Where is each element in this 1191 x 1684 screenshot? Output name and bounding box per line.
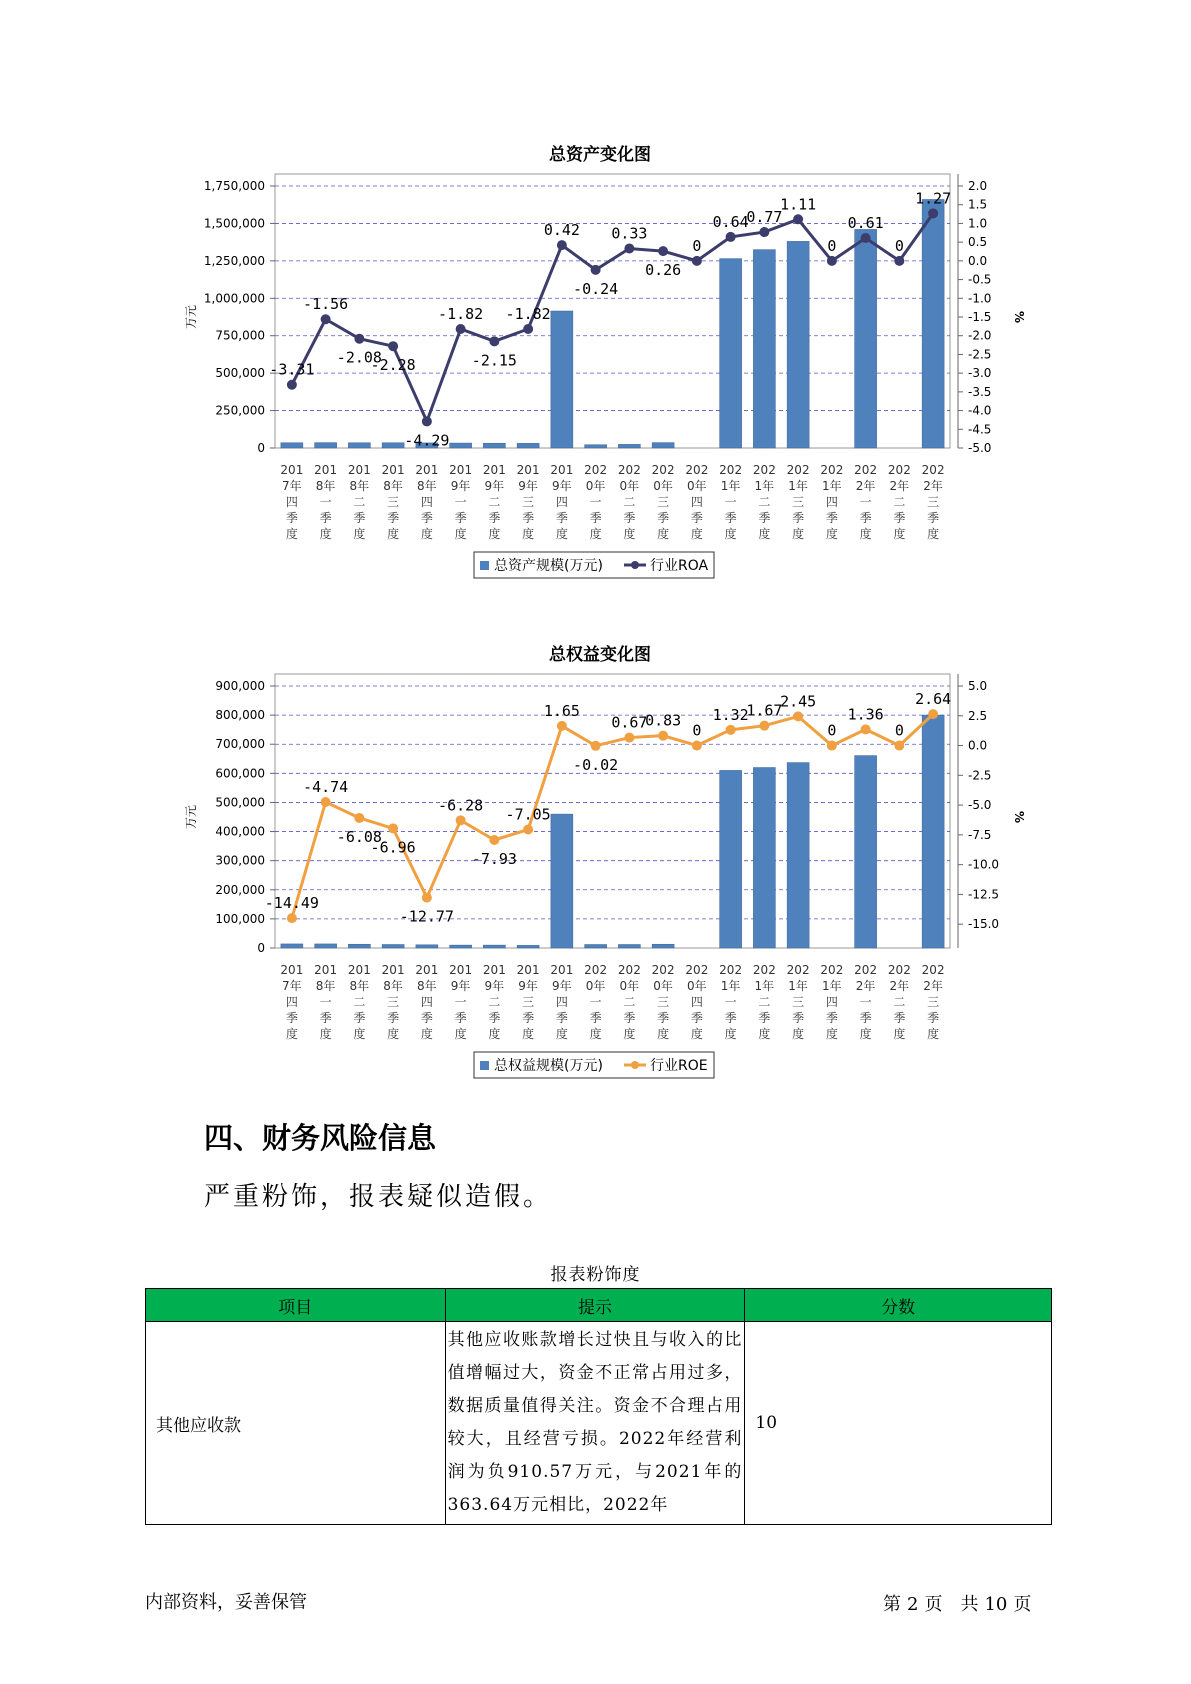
section-summary: 严重粉饰，报表疑似造假。 xyxy=(204,1182,553,1212)
assets-bar xyxy=(483,443,505,448)
assets-data-label: 0.64 xyxy=(712,212,749,231)
equity-category-label: 201 8年二季度 xyxy=(347,963,371,1041)
equity-category-label: 202 0年三季度 xyxy=(651,963,675,1041)
page-suffix: 页 xyxy=(1013,1594,1032,1615)
assets-category-label: 202 0年四季度 xyxy=(685,463,709,541)
equity-category-label: 202 0年四季度 xyxy=(685,963,709,1041)
assets-data-label: -2.08 xyxy=(336,348,382,367)
equity-category-label: 201 9年三季度 xyxy=(516,963,540,1041)
assets-category-label: 201 8年一季度 xyxy=(314,463,338,541)
assets-data-label: -4.29 xyxy=(404,431,450,450)
equity-data-label: -7.05 xyxy=(505,805,551,824)
row-score: 10 xyxy=(745,1322,1052,1525)
equity-line-point xyxy=(489,835,499,845)
equity-right-tick-label: -10.0 xyxy=(968,857,1000,872)
assets-line-point xyxy=(827,256,837,266)
equity-bar xyxy=(720,770,742,948)
equity-category-label: 201 9年一季度 xyxy=(449,963,473,1041)
assets-line-point xyxy=(928,208,938,218)
total-equity-chart-svg xyxy=(0,630,1191,1090)
assets-category-label: 201 8年二季度 xyxy=(347,463,371,541)
equity-bar xyxy=(281,944,303,948)
equity-line-point xyxy=(287,913,297,923)
equity-right-tick-label: -5.0 xyxy=(968,798,992,813)
equity-category-label: 202 1年三季度 xyxy=(786,963,810,1041)
equity-left-tick-label: 200,000 xyxy=(215,882,265,897)
equity-bar xyxy=(450,945,472,948)
equity-bar xyxy=(922,715,944,948)
equity-bar xyxy=(753,768,775,948)
assets-right-tick-label: 0.5 xyxy=(968,235,988,250)
assets-data-label: 0.77 xyxy=(746,208,783,227)
equity-line-point xyxy=(928,709,938,719)
assets-data-label: 0.26 xyxy=(645,261,682,280)
equity-left-tick-label: 0 xyxy=(257,941,265,955)
risk-table xyxy=(145,1288,1052,1525)
equity-data-label: 0 xyxy=(827,721,837,740)
assets-category-label: 202 0年三季度 xyxy=(651,463,675,541)
assets-right-axis-label: % xyxy=(1012,310,1026,324)
equity-category-label: 201 7年四季度 xyxy=(280,963,304,1041)
assets-data-label: -2.28 xyxy=(370,356,416,375)
assets-bar xyxy=(281,443,303,448)
assets-data-label: 0 xyxy=(692,236,702,255)
assets-category-label: 202 2年一季度 xyxy=(854,463,878,541)
equity-category-label: 202 1年四季度 xyxy=(820,963,844,1041)
equity-left-tick-label: 100,000 xyxy=(215,911,265,926)
assets-bar xyxy=(551,311,573,448)
equity-left-tick-label: 500,000 xyxy=(215,795,265,810)
equity-data-label: -14.49 xyxy=(264,894,319,913)
assets-category-label: 202 1年三季度 xyxy=(786,463,810,541)
assets-bar xyxy=(517,443,539,448)
equity-data-label: -4.74 xyxy=(303,777,349,796)
equity-right-tick-label: -2.5 xyxy=(968,768,992,783)
assets-data-label: 0.61 xyxy=(847,214,884,233)
assets-chart-title: 总资产变化图 xyxy=(549,145,651,165)
assets-data-label: -3.31 xyxy=(269,360,315,379)
footer-confidential: 内部资料，妥善保管 xyxy=(145,1592,307,1613)
assets-left-tick-label: 1,250,000 xyxy=(203,253,265,268)
equity-right-tick-label: -15.0 xyxy=(968,917,1000,932)
equity-bar xyxy=(585,945,607,948)
assets-line-point xyxy=(287,380,297,390)
assets-category-label: 202 1年二季度 xyxy=(752,463,776,541)
equity-bar xyxy=(551,814,573,948)
equity-data-label: 0.67 xyxy=(611,713,648,732)
equity-data-label: 2.45 xyxy=(780,692,817,711)
equity-category-label: 202 1年一季度 xyxy=(719,963,743,1041)
assets-right-tick-label: -1.0 xyxy=(968,291,992,306)
equity-data-label: 1.32 xyxy=(712,705,749,724)
equity-line-point xyxy=(759,721,769,731)
assets-data-label: -1.56 xyxy=(303,295,349,314)
equity-bar xyxy=(787,763,809,948)
assets-category-label: 201 8年四季度 xyxy=(415,463,439,541)
assets-line-point xyxy=(422,416,432,426)
equity-right-tick-label: 0.0 xyxy=(968,738,988,753)
equity-bar xyxy=(483,945,505,948)
assets-right-tick-label: -0.5 xyxy=(968,272,992,287)
assets-category-label: 202 1年四季度 xyxy=(820,463,844,541)
equity-data-label: -7.93 xyxy=(471,849,517,868)
equity-data-label: -6.08 xyxy=(336,827,382,846)
assets-bar xyxy=(315,443,337,448)
equity-left-tick-label: 900,000 xyxy=(215,679,265,693)
equity-left-tick-label: 300,000 xyxy=(215,853,265,868)
equity-bar xyxy=(416,945,438,948)
equity-line-point xyxy=(827,741,837,751)
equity-right-tick-label: -12.5 xyxy=(968,887,1000,902)
assets-right-tick-label: -3.0 xyxy=(968,366,992,381)
row-hint: 其他应收账款增长过快且与收入的比值增幅过大，资金不正常占用过多，数据质量值得关注。资金不合理占用较大，且经营亏损。2022年经营利润为负910.57万元，与2021年的363.64万元相比，2022年 xyxy=(445,1322,745,1525)
assets-legend-line-dot xyxy=(631,561,639,569)
assets-data-label: -1.82 xyxy=(438,304,484,323)
equity-data-label: 0 xyxy=(692,721,702,740)
assets-bar xyxy=(753,250,775,448)
equity-line-point xyxy=(861,724,871,734)
equity-category-label: 201 9年四季度 xyxy=(550,963,574,1041)
assets-right-tick-label: 2.0 xyxy=(968,179,988,193)
equity-category-label: 201 8年四季度 xyxy=(415,963,439,1041)
equity-right-axis-label: % xyxy=(1012,810,1026,824)
equity-bar xyxy=(618,945,640,948)
assets-line-point xyxy=(354,334,364,344)
equity-line-point xyxy=(321,797,331,807)
assets-line-point xyxy=(557,240,567,250)
equity-data-label: -12.77 xyxy=(399,907,454,926)
equity-legend-bar-label: 总权益规模(万元) xyxy=(494,1058,603,1074)
equity-left-tick-label: 700,000 xyxy=(215,737,265,752)
equity-bar xyxy=(652,944,674,948)
equity-line-point xyxy=(658,731,668,741)
page-mid: 页 共 xyxy=(924,1594,979,1615)
equity-category-label: 201 8年三季度 xyxy=(381,963,405,1041)
header-score: 分数 xyxy=(745,1289,1052,1322)
page-number xyxy=(883,1590,1037,1616)
assets-bar xyxy=(348,443,370,448)
assets-bar xyxy=(787,241,809,448)
equity-line-point xyxy=(793,711,803,721)
assets-right-tick-label: -5.0 xyxy=(968,441,992,455)
total-assets-chart-svg xyxy=(0,130,1191,590)
equity-data-label: -0.02 xyxy=(573,755,619,774)
assets-line-point xyxy=(388,341,398,351)
equity-line-point xyxy=(557,721,567,731)
assets-bar xyxy=(450,443,472,448)
equity-category-label: 202 2年三季度 xyxy=(921,963,945,1041)
assets-legend-line-label: 行业ROA xyxy=(650,558,709,574)
assets-left-tick-label: 500,000 xyxy=(215,366,265,381)
assets-data-label: -2.15 xyxy=(471,351,517,370)
equity-line-point xyxy=(591,741,601,751)
equity-line xyxy=(292,711,933,918)
equity-line-point xyxy=(726,725,736,735)
equity-chart-title: 总权益变化图 xyxy=(549,645,651,665)
equity-line-point xyxy=(523,825,533,835)
equity-bar xyxy=(348,944,370,948)
assets-legend-bar-label: 总资产规模(万元) xyxy=(494,558,603,574)
equity-left-tick-label: 800,000 xyxy=(215,708,265,723)
table-row xyxy=(146,1322,1052,1525)
assets-data-label: 0 xyxy=(894,236,904,255)
equity-legend-bar-swatch xyxy=(480,1061,489,1070)
assets-bar xyxy=(652,443,674,448)
equity-legend-line-label: 行业ROE xyxy=(650,1058,708,1074)
total-equity-chart xyxy=(0,630,1191,1090)
assets-left-tick-label: 1,500,000 xyxy=(203,216,265,231)
equity-line-point xyxy=(354,813,364,823)
assets-data-label: 0 xyxy=(827,236,837,255)
assets-category-label: 201 9年一季度 xyxy=(449,463,473,541)
header-hint: 提示 xyxy=(445,1289,745,1322)
equity-data-label: 2.64 xyxy=(915,690,952,709)
assets-line-point xyxy=(456,324,466,334)
equity-category-label: 202 0年一季度 xyxy=(584,963,608,1041)
assets-line-point xyxy=(861,233,871,243)
equity-right-tick-label: -7.5 xyxy=(968,827,992,842)
assets-bar xyxy=(618,444,640,448)
equity-data-label: -6.96 xyxy=(370,838,416,857)
assets-left-tick-label: 1,750,000 xyxy=(203,179,265,193)
assets-category-label: 201 9年四季度 xyxy=(550,463,574,541)
assets-category-label: 202 0年二季度 xyxy=(617,463,641,541)
equity-line-point xyxy=(624,733,634,743)
assets-bar xyxy=(922,199,944,448)
assets-line-point xyxy=(658,246,668,256)
assets-data-label: 1.11 xyxy=(780,195,817,214)
page-total: 10 xyxy=(984,1594,1008,1615)
equity-line-point xyxy=(422,893,432,903)
assets-line-point xyxy=(759,227,769,237)
equity-category-label: 202 2年二季度 xyxy=(887,963,911,1041)
equity-legend-line-dot xyxy=(631,1061,639,1069)
equity-data-label: -6.28 xyxy=(438,796,484,815)
assets-right-tick-label: -1.5 xyxy=(968,310,992,324)
assets-category-label: 201 7年四季度 xyxy=(280,463,304,541)
assets-left-axis-label: 万元 xyxy=(184,304,198,330)
assets-category-label: 202 2年二季度 xyxy=(887,463,911,541)
page-current: 2 xyxy=(907,1594,919,1615)
assets-line-point xyxy=(726,232,736,242)
equity-data-label: 0.83 xyxy=(645,711,682,730)
assets-left-tick-label: 0 xyxy=(257,441,265,455)
assets-right-tick-label: -2.0 xyxy=(968,328,992,343)
assets-line-point xyxy=(624,244,634,254)
assets-right-tick-label: -4.0 xyxy=(968,403,992,418)
assets-line-point xyxy=(489,336,499,346)
assets-data-label: -0.24 xyxy=(573,279,619,298)
equity-bar xyxy=(315,944,337,948)
assets-category-label: 201 9年二季度 xyxy=(482,463,506,541)
assets-legend-bar-swatch xyxy=(480,561,489,570)
equity-line-point xyxy=(456,815,466,825)
assets-bar xyxy=(720,259,742,448)
assets-category-label: 202 0年一季度 xyxy=(584,463,608,541)
assets-data-label: 0.33 xyxy=(611,224,648,243)
table-caption: 报表粉饰度 xyxy=(550,1265,641,1285)
assets-right-tick-label: 1.5 xyxy=(968,197,988,212)
assets-bar xyxy=(855,229,877,448)
equity-data-label: 1.65 xyxy=(543,701,580,720)
assets-left-tick-label: 1,000,000 xyxy=(203,291,265,306)
assets-line-point xyxy=(321,314,331,324)
equity-line-point xyxy=(894,741,904,751)
table-header-row xyxy=(146,1289,1052,1322)
equity-line-point xyxy=(388,823,398,833)
assets-bar xyxy=(382,443,404,448)
page-prefix: 第 xyxy=(883,1594,901,1615)
assets-category-label: 202 1年一季度 xyxy=(719,463,743,541)
equity-category-label: 201 9年二季度 xyxy=(482,963,506,1041)
equity-left-tick-label: 400,000 xyxy=(215,824,265,839)
assets-line-point xyxy=(523,324,533,334)
equity-left-tick-label: 600,000 xyxy=(215,766,265,781)
assets-category-label: 201 8年三季度 xyxy=(381,463,405,541)
assets-line-point xyxy=(591,265,601,275)
header-item: 项目 xyxy=(146,1289,446,1322)
equity-category-label: 201 8年一季度 xyxy=(314,963,338,1041)
assets-right-tick-label: -4.5 xyxy=(968,422,992,437)
equity-right-tick-label: 5.0 xyxy=(968,679,988,693)
assets-category-label: 201 9年三季度 xyxy=(516,463,540,541)
assets-right-tick-label: 0.0 xyxy=(968,253,988,268)
total-assets-chart xyxy=(0,130,1191,590)
equity-bar xyxy=(855,756,877,948)
assets-line xyxy=(292,213,933,421)
row-item: 其他应收款 xyxy=(146,1322,446,1525)
equity-category-label: 202 2年一季度 xyxy=(854,963,878,1041)
assets-line-point xyxy=(793,214,803,224)
assets-right-tick-label: -3.5 xyxy=(968,384,992,399)
assets-data-label: 1.27 xyxy=(915,189,952,208)
assets-right-tick-label: 1.0 xyxy=(968,216,988,231)
assets-line-point xyxy=(894,256,904,266)
equity-category-label: 202 0年二季度 xyxy=(617,963,641,1041)
assets-data-label: 0.42 xyxy=(543,221,580,240)
assets-data-label: -1.82 xyxy=(505,304,551,323)
assets-left-tick-label: 750,000 xyxy=(215,328,265,343)
assets-bar xyxy=(585,445,607,448)
equity-right-tick-label: 2.5 xyxy=(968,708,988,723)
assets-line-point xyxy=(692,256,702,266)
equity-left-axis-label: 万元 xyxy=(184,804,198,830)
equity-data-label: 1.36 xyxy=(847,705,884,724)
equity-data-label: 1.67 xyxy=(746,701,783,720)
equity-bar xyxy=(517,945,539,948)
assets-category-label: 202 2年三季度 xyxy=(921,463,945,541)
equity-data-label: 0 xyxy=(894,721,904,740)
section-heading: 四、财务风险信息 xyxy=(204,1121,437,1155)
assets-right-tick-label: -2.5 xyxy=(968,347,992,362)
equity-line-point xyxy=(692,741,702,751)
equity-bar xyxy=(382,945,404,948)
equity-category-label: 202 1年二季度 xyxy=(752,963,776,1041)
assets-left-tick-label: 250,000 xyxy=(215,403,265,418)
